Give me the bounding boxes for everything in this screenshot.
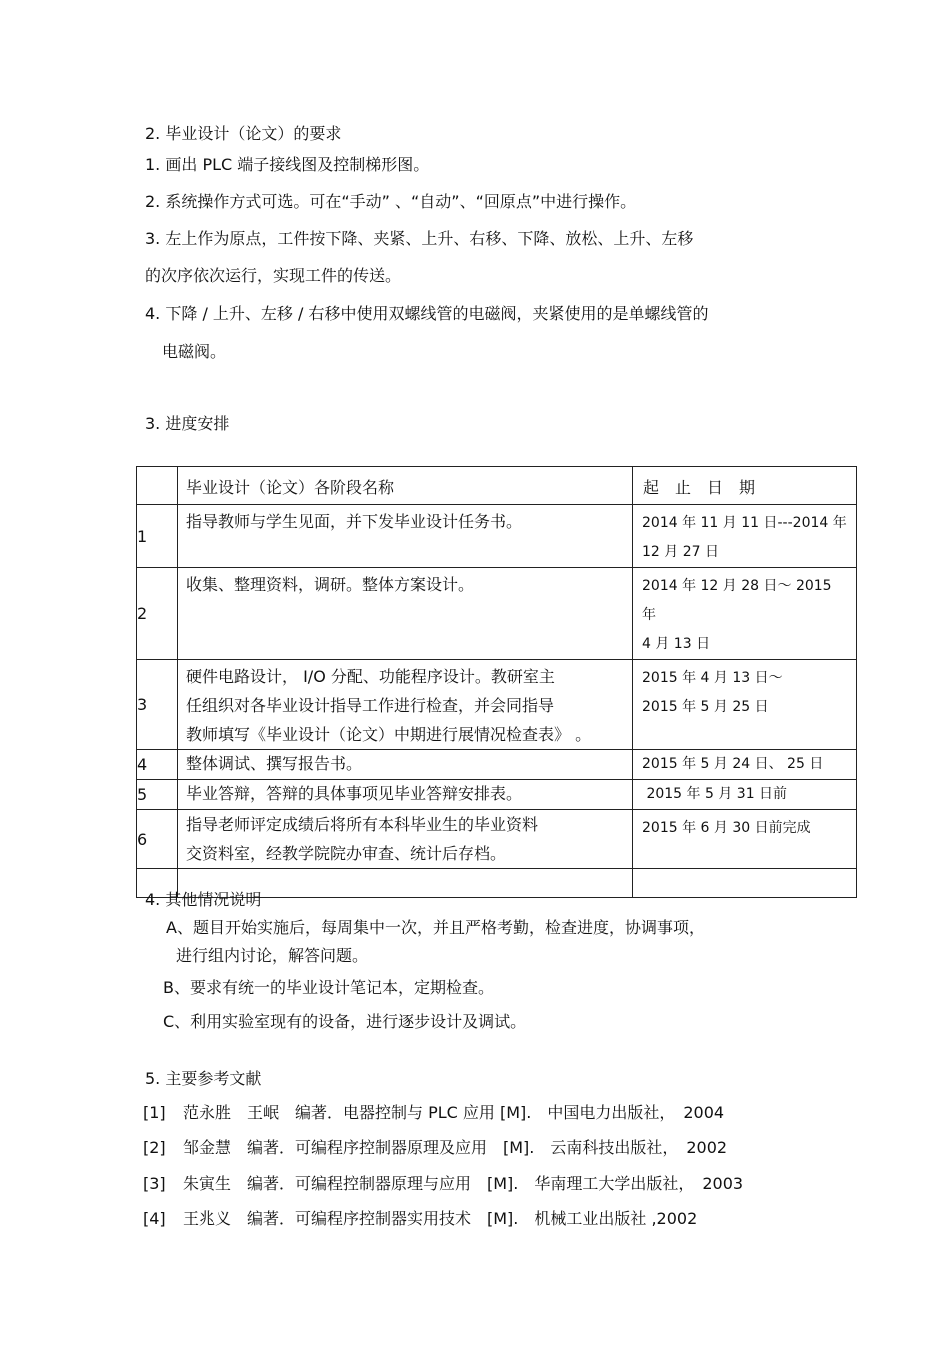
row-date-line: 12 月 27 日: [642, 544, 719, 560]
row-stage: [178, 810, 633, 869]
table-row: [137, 505, 857, 568]
table-row: [137, 780, 857, 810]
row-stage-line: 收集、整理资料，调研。整体方案设计。: [186, 575, 475, 594]
empty-cell: [633, 869, 857, 898]
row-date: [633, 780, 857, 810]
row-stage-line: 交资料室，经教学院院办审查、统计后存档。: [186, 844, 507, 863]
row-stage-line: 指导老师评定成绩后将所有本科毕业生的毕业资料: [186, 815, 539, 834]
table-row: [137, 660, 857, 750]
row-num: 2: [137, 568, 178, 660]
header-num-cell: [137, 467, 178, 505]
reference-item: [143, 1209, 697, 1229]
row-stage: [178, 780, 633, 810]
requirement-item: 2. 系统操作方式可选。可在“手动” 、“自动”、“回原点”中进行操作。: [145, 192, 637, 211]
table-row: [137, 750, 857, 780]
row-num: 4: [137, 750, 178, 780]
row-date: [633, 568, 857, 660]
header-date-label: 起 止 日 期: [643, 478, 756, 497]
row-stage-line: 任组织对各毕业设计指导工作进行检查，并会同指导: [186, 696, 555, 715]
row-date: [633, 660, 857, 750]
header-stage-cell: [178, 467, 633, 505]
requirement-item: 的次序依次运行，实现工件的传送。: [145, 266, 402, 285]
reference-number: [2]: [143, 1138, 166, 1157]
row-date: [633, 810, 857, 869]
other-item: C、利用实验室现有的设备，进行逐步设计及调试。: [163, 1012, 527, 1031]
row-stage: [178, 660, 633, 750]
row-num: 1: [137, 505, 178, 568]
row-date-line: 2015 年 4 月 13 日～: [642, 670, 783, 686]
row-date-line: 2015 年 5 月 24 日、 25 日: [642, 756, 824, 772]
other-item: B、要求有统一的毕业设计笔记本，定期检查。: [163, 978, 494, 997]
row-stage: [178, 750, 633, 780]
row-num: 6: [137, 810, 178, 869]
reference-item: [143, 1103, 724, 1123]
reference-text: 朱寅生 编著．可编程控制器原理与应用 [M]. 华南理工大学出版社， 2003: [183, 1174, 744, 1193]
requirement-item: 电磁阀。: [162, 342, 227, 361]
reference-item: [143, 1174, 743, 1194]
reference-item: [143, 1138, 727, 1158]
row-date: [633, 750, 857, 780]
requirement-item: 3. 左上作为原点，工件按下降、夹紧、上升、右移、下降、放松、上升、左移: [145, 229, 694, 248]
row-date-line: 2015 年 6 月 30 日前完成: [642, 820, 811, 836]
requirement-item: 4. 下降 / 上升、左移 / 右移中使用双螺线管的电磁阀，夹紧使用的是单螺线管的: [145, 304, 709, 323]
row-date-line: 2015 年 5 月 31 日前: [642, 786, 788, 802]
row-date-line: 2014 年 11 月 11 日---2014 年: [642, 515, 847, 531]
row-date-line: 2014 年 12 月 28 日～ 2015 年: [642, 578, 832, 623]
other-item: A、题目开始实施后，每周集中一次，并且严格考勤，检查进度，协调事项，: [166, 918, 705, 937]
table-row: [137, 810, 857, 869]
requirement-item: 1. 画出 PLC 端子接线图及控制梯形图。: [145, 155, 430, 174]
row-date-line: 4 月 13 日: [642, 636, 711, 652]
reference-text: 邹金慧 编著．可编程序控制器原理及应用 [M]. 云南科技出版社， 2002: [183, 1138, 728, 1157]
row-stage-line: 教师填写《毕业设计（论文）中期进行展情况检查表》 。: [186, 725, 592, 744]
row-stage-line: 整体调试、撰写报告书。: [186, 754, 363, 773]
row-date: [633, 505, 857, 568]
other-item: 进行组内讨论，解答问题。: [176, 946, 369, 965]
table-header-row: [137, 467, 857, 505]
reference-number: [4]: [143, 1209, 166, 1228]
schedule-heading: 3. 进度安排: [145, 414, 230, 433]
reference-text: 范永胜 王岷 编著．电器控制与 PLC 应用 [M]. 中国电力出版社， 2004: [183, 1103, 725, 1122]
reference-text: 王兆义 编著．可编程序控制器实用技术 [M]. 机械工业出版社 ,2002: [183, 1209, 698, 1228]
table-row: [137, 568, 857, 660]
reference-number: [3]: [143, 1174, 166, 1193]
row-date-line: 2015 年 5 月 25 日: [642, 699, 769, 715]
requirements-heading: 2. 毕业设计（论文）的要求: [145, 124, 342, 143]
schedule-table: [136, 466, 857, 898]
row-stage: [178, 568, 633, 660]
row-stage: [178, 505, 633, 568]
row-stage-line: 毕业答辩，答辩的具体事项见毕业答辩安排表。: [186, 784, 523, 803]
row-stage-line: 指导教师与学生见面，并下发毕业设计任务书。: [186, 512, 523, 531]
header-stage-label: 毕业设计（论文）各阶段名称: [186, 478, 395, 497]
row-num: 5: [137, 780, 178, 810]
reference-number: [1]: [143, 1103, 166, 1122]
header-date-cell: [633, 467, 857, 505]
other-heading: 4. 其他情况说明: [145, 890, 262, 909]
references-heading: 5. 主要参考文献: [145, 1069, 262, 1088]
row-stage-line: 硬件电路设计， I/O 分配、功能程序设计。教研室主: [186, 667, 555, 686]
row-num: 3: [137, 660, 178, 750]
